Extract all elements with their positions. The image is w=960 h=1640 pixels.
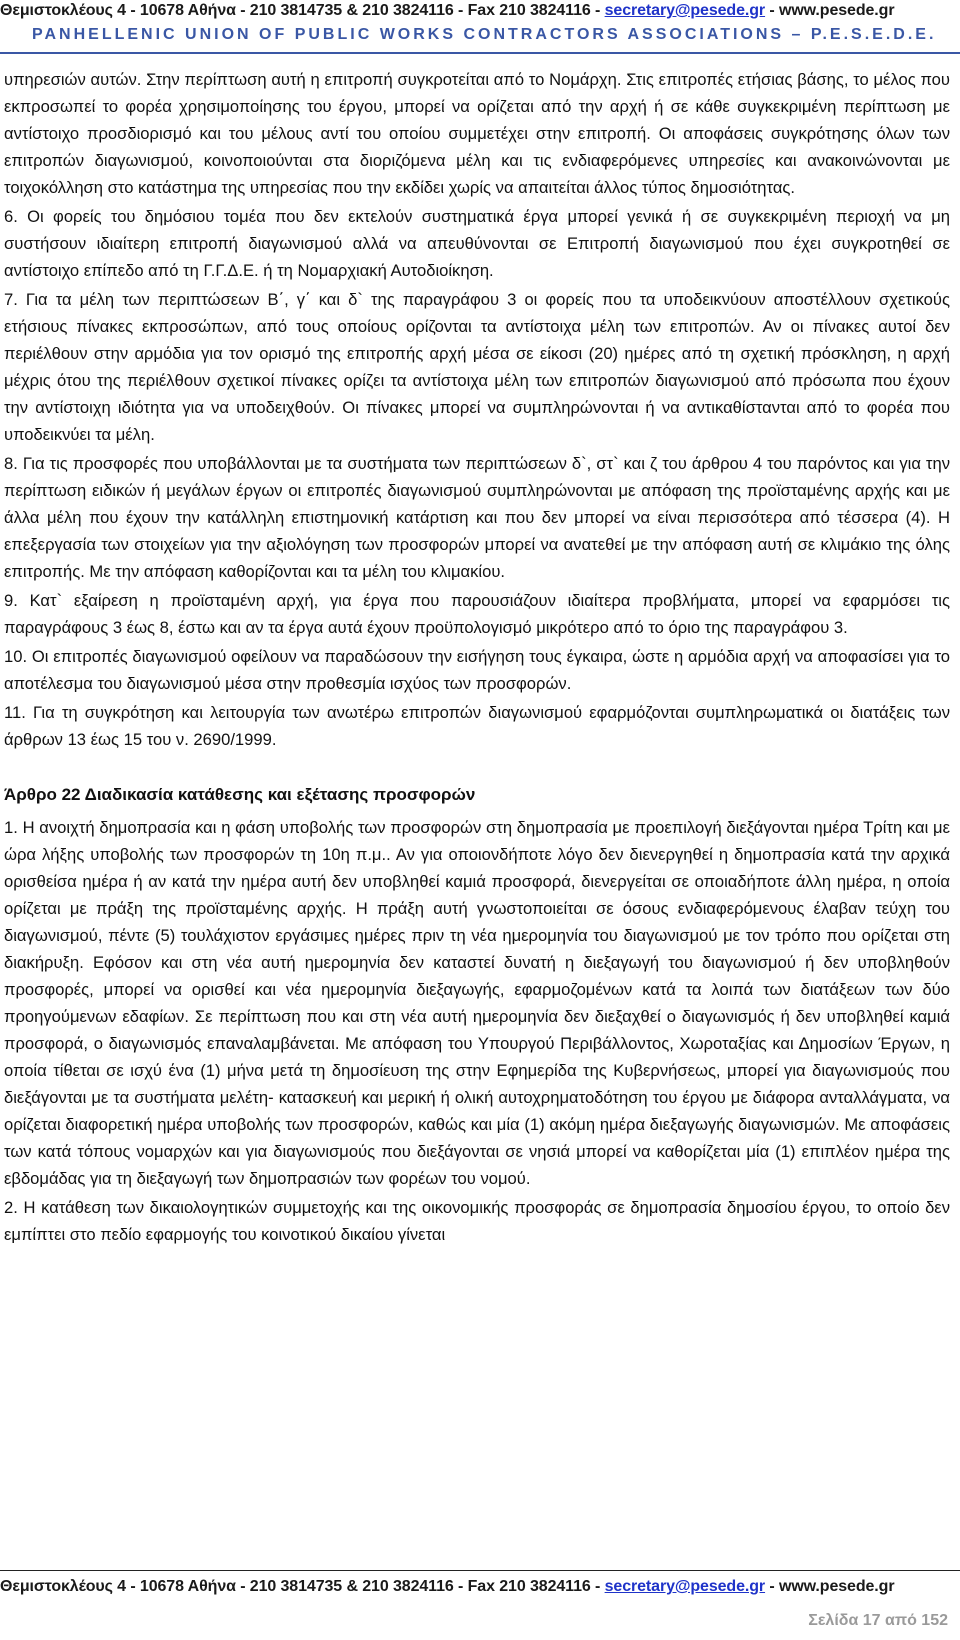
- paragraph-8: 8. Για τις προσφορές που υποβάλλονται με τα συστήματα των περιπτώσεων δ`, στ` και ζ του άρθρου 4 του παρόντος και για την περίπτωση ειδικών ή μεγάλων έργων οι επιτροπές διαγωνισμού συμπληρώνονται με απόφαση της προϊσταμένης αρχής και με άλλα μέλη που έχουν την κατάλληλη επιστημονική κατάρτιση και που δεν μπορεί να είναι περισσότερα από τέσσερα (4). Η επεξεργασία των στοιχείων για την αξιολόγηση των προσφορών μπορεί να ανατεθεί με την απόφαση αυτή σε κλιμάκιο της όλης επιτροπής. Με την απόφαση καθορίζονται και τα μέλη του κλιμακίου.: [4, 454, 950, 581]
- paragraph-11: 11. Για τη συγκρότηση και λειτουργία των ανωτέρω επιτροπών διαγωνισμού εφαρμόζονται συμπληρωματικά οι διατάξεις των άρθρων 13 έως 15 του ν. 2690/1999.: [4, 703, 950, 749]
- paragraph-9: 9. Κατ` εξαίρεση η προϊσταμένη αρχή, για έργα που παρουσιάζουν ιδιαίτερα προβλήματα, μπορεί να εφαρμόσει τις παραγράφους 3 έως 8, έστω και αν τα έργα αυτά έχουν προϋπολογισμό μικρότερο από το όριο της παραγράφου 3.: [4, 591, 950, 637]
- paragraph-10: 10. Οι επιτροπές διαγωνισμού οφείλουν να παραδώσουν την εισήγηση τους έγκαιρα, ώστε η αρμόδια αρχή να αποφασίσει για το αποτέλεσμα του διαγωνισμού μέσα στην προθεσμία ισχύος των προσφορών.: [4, 647, 950, 693]
- footer-divider: [0, 1570, 960, 1571]
- header-contact-suffix: - www.pesede.gr: [765, 2, 895, 19]
- header-contact-prefix: Θεμιστοκλέους 4 - 10678 Αθήνα - 210 3814735 & 210 3824116 - Fax 210 3824116 -: [0, 2, 605, 19]
- paragraph-7: 7. Για τα μέλη των περιπτώσεων Β΄, γ΄ και δ` της παραγράφου 3 οι φορείς που τα υποδεικνύουν αποστέλλουν σχετικούς ετήσιους πίνακες εκπροσώπων, από τους οποίους ορίζονται τα αντίστοιχα μέλη των επιτροπών. Αν οι πίνακες αυτοί δεν περιέλθουν στην αρμόδια για τον ορισμό της επιτροπής αρχή μέσα σε είκοσι (20) ημέρες από τη σχετική πρόσκληση, η αρχή μέχρις ότου της περιέλθουν σχετικοί πίνακες ορίζει τα αντίστοιχα μέλη των επιτροπών διαγωνισμού από πρόσωπα που έχουν την αντίστοιχη ιδιότητα για να υποδειχθούν. Οι πίνακες μπορεί να συμπληρώνονται ή να αντικαθίστανται από το φορέα που υποδεικνύει τα μέλη.: [4, 290, 950, 444]
- header-organization: PANHELLENIC UNION OF PUBLIC WORKS CONTRACTORS ASSOCIATIONS – P.E.S.E.D.E.: [32, 26, 937, 43]
- paragraph-continuation: υπηρεσιών αυτών. Στην περίπτωση αυτή η επιτροπή συγκροτείται από το Νομάρχη. Στις επιτροπές ετήσιας βάσης, το μέλος που εκπροσωπεί το φορέα χρησιμοποίησης του έργου, μπορεί να ορίζεται από την αρχή ή σε κάθε συγκεκριμένη περίπτωση με αντίστοιχο προσδιορισμό και του μέλους αντί του οποίου συμμετέχει στην επιτροπή. Οι αποφάσεις συγκρότησης όλων των επιτροπών διαγωνισμού, κοινοποιούνται στα διοριζόμενα μέλη και τις ενδιαφερόμενες υπηρεσίες και ανακοινώνονται με τοιχοκόλληση στο κατάστημα της υπηρεσίας που την εκδίδει χωρίς να απαιτείται άλλος τύπος δημοσιότητας.: [4, 70, 950, 197]
- header-contact-line: [0, 2, 960, 20]
- document-body: [4, 66, 950, 1250]
- article-paragraph-1: 1. Η ανοιχτή δημοπρασία και η φάση υποβολής των προσφορών στη δημοπρασία με προεπιλογή διεξάγονται ημέρα Τρίτη και με ώρα λήξης υποβολής των προσφορών τη 10η π.μ.. Αν για οποιονδήποτε λόγο δεν διενεργηθεί η δημοπρασία κατά την αρχικά ορισθείσα ημέρα ή αν κατά την ημέρα αυτή δεν υποβληθεί καμιά προσφορά, διενεργείται σε οποιαδήποτε άλλη ημέρα, η οποία ορίζεται με πράξη της προϊσταμένης αρχής. Η πράξη αυτή γνωστοποιείται σε όσους ενδιαφερόμενους έλαβαν τεύχη του διαγωνισμού, πέντε (5) τουλάχιστον εργάσιμες ημέρες πριν τη νέα ημερομηνία του διαγωνισμού με τον τρόπο που ορίζεται στη διακήρυξη. Εφόσον και στη νέα αυτή ημερομηνία δεν καταστεί δυνατή η διεξαγωγή του διαγωνισμού ή δεν υποβληθούν προσφορές, μπορεί να ορισθεί και νέα ημερομηνία διεξαγωγής, εφαρμοζομένων κατά τα λοιπά των διατάξεων των δύο προηγούμενων εδαφίων. Σε περίπτωση που και στη νέα αυτή ημερομηνία δεν διεξαχθεί ο διαγωνισμός ή δεν υποβληθεί καμιά προσφορά, ο διαγωνισμός επαναλαμβάνεται. Με απόφαση του Υπουργού Περιβάλλοντος, Χωροταξίας και Δημοσίων Έργων, η οποία τίθεται σε ισχύ ένα (1) μήνα μετά τη δημοσίευση της στην Εφημερίδα της Κυβερνήσεως, μπορεί για διαγωνισμούς που διεξάγονται με τα συστήματα μελέτη- κατασκευή και μερική ή ολική αυτοχρηματοδότηση του έργου με διάφορα ανταλλάγματα, να ορίζεται διαφορετική ημέρα υποβολής των προσφορών, καθώς και μία (1) ακόμη ημέρα διεξαγωγής διαγωνισμών. Με αποφάσεις των κατά τόπους νομαρχών και για διαγωνισμούς που διεξάγονται σε νησιά μπορεί να καθορίζεται μία (1) επιπλέον ημέρα της εβδομάδας για τη διεξαγωγή των δημοπρασιών των φορέων του νομού.: [4, 818, 950, 1188]
- footer-contact-prefix: Θεμιστοκλέους 4 - 10678 Αθήνα - 210 3814735 & 210 3824116 - Fax 210 3824116 -: [0, 1578, 605, 1595]
- page-number: Σελίδα 17 από 152: [808, 1612, 948, 1629]
- article-heading: Άρθρο 22 Διαδικασία κατάθεσης και εξέτασης προσφορών: [4, 785, 476, 804]
- article-paragraph-2: 2. Η κατάθεση των δικαιολογητικών συμμετοχής και της οικονομικής προσφοράς σε δημοπρασία δημοσίου έργου, το οποίο δεν εμπίπτει στο πεδίο εφαρμογής του κοινοτικού δικαίου γίνεται: [4, 1198, 950, 1244]
- footer-email-link[interactable]: secretary@pesede.gr: [604, 1578, 766, 1595]
- paragraph-6: 6. Οι φορείς του δημόσιου τομέα που δεν εκτελούν συστηματικά έργα μπορεί γενικά ή σε συγκεκριμένη περιοχή να μη συστήσουν ιδιαίτερη επιτροπή διαγωνισμού αλλά να απευθύνονται σε Επιτροπή διαγωνισμού που έχει συγκροτηθεί σε αντίστοιχο επίπεδο από τη Γ.Γ.Δ.Ε. ή τη Νομαρχιακή Αυτοδιοίκηση.: [4, 207, 950, 280]
- header-divider: [0, 52, 960, 54]
- footer-contact-line: [0, 1578, 960, 1596]
- header-email-link[interactable]: secretary@pesede.gr: [604, 2, 766, 19]
- footer-contact-suffix: - www.pesede.gr: [765, 1578, 895, 1595]
